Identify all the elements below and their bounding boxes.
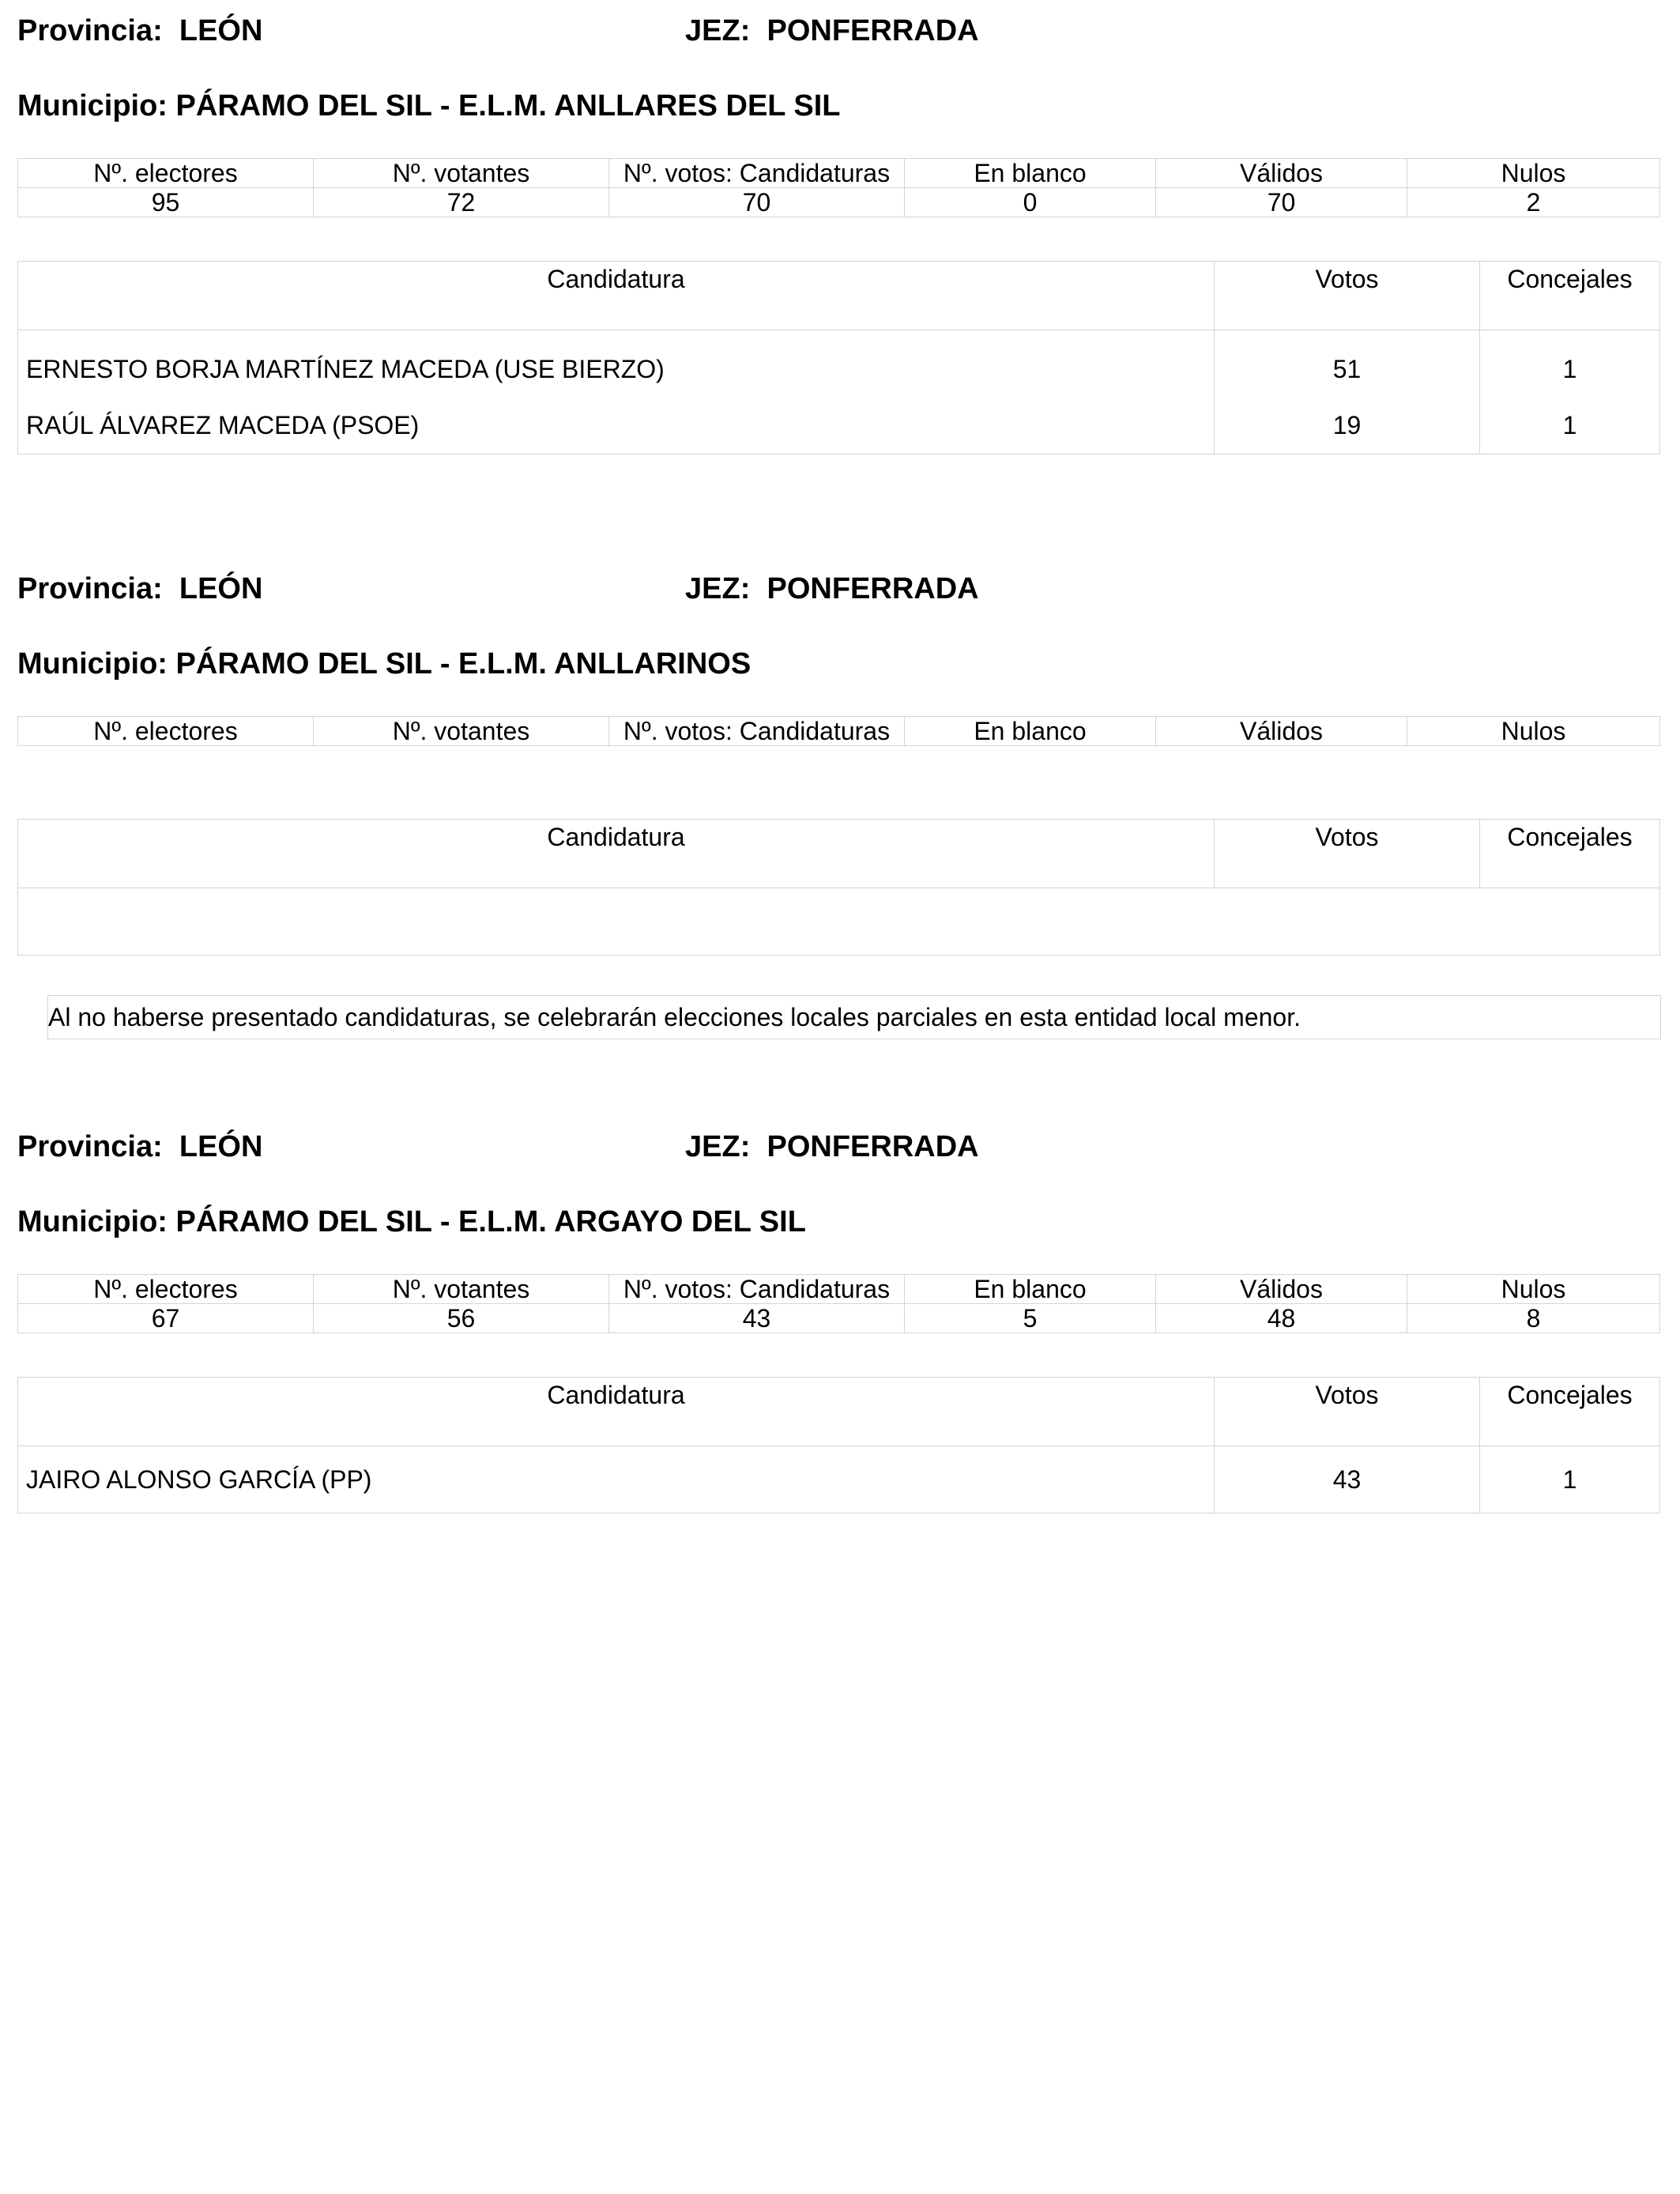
cand-votos: 43 xyxy=(1215,1446,1480,1514)
header-votantes: Nº. votantes xyxy=(314,717,609,746)
stats-header-row xyxy=(18,1275,1660,1304)
header-votos-candidaturas: Nº. votos: Candidaturas xyxy=(609,1275,905,1304)
empty-cell xyxy=(18,888,1660,956)
cand-concejales: 1 xyxy=(1480,1446,1660,1514)
value-validos: 48 xyxy=(1156,1304,1407,1333)
header-concejales: Concejales xyxy=(1480,820,1660,888)
table-row xyxy=(18,330,1660,398)
header-validos: Válidos xyxy=(1156,1275,1407,1304)
header-concejales: Concejales xyxy=(1480,1378,1660,1446)
header-votos: Votos xyxy=(1215,1378,1480,1446)
header-votos: Votos xyxy=(1215,820,1480,888)
header-electores: Nº. electores xyxy=(18,1275,314,1304)
jez-value: PONFERRADA xyxy=(767,1130,979,1163)
header-nulos: Nulos xyxy=(1407,717,1660,746)
stats-header-row xyxy=(18,159,1660,188)
section-argayo-del-sil xyxy=(17,1130,1659,1494)
header-line xyxy=(17,1130,1659,1178)
table-row xyxy=(18,1446,1660,1514)
value-nulos: 8 xyxy=(1407,1304,1660,1333)
header-candidatura: Candidatura xyxy=(18,820,1215,888)
value-votantes: 56 xyxy=(314,1304,609,1333)
header-nulos: Nulos xyxy=(1407,1275,1660,1304)
nota-elecciones-parciales: Al no haberse presentado candidaturas, se celebrarán elecciones locales parciales en esta entidad local menor. xyxy=(47,995,1661,1039)
provincia-label: Provincia: LEÓN xyxy=(17,14,263,47)
empty-row xyxy=(18,888,1660,956)
value-en-blanco: 0 xyxy=(905,188,1156,217)
section-anllarinos xyxy=(17,572,1659,1031)
section-anllares-del-sil xyxy=(17,14,1659,439)
header-votantes: Nº. votantes xyxy=(314,159,609,188)
jez-label: JEZ: PONFERRADA xyxy=(685,572,979,605)
jez-value: PONFERRADA xyxy=(767,572,979,605)
value-nulos: 2 xyxy=(1407,188,1660,217)
header-en-blanco: En blanco xyxy=(905,159,1156,188)
stats-table xyxy=(17,158,1660,217)
candidaturas-table xyxy=(17,261,1660,454)
table-row xyxy=(18,397,1660,454)
cand-header-row xyxy=(18,820,1660,888)
header-electores: Nº. electores xyxy=(18,159,314,188)
value-votos-candidaturas: 70 xyxy=(609,188,905,217)
header-line xyxy=(17,572,1659,620)
jez-value: PONFERRADA xyxy=(767,14,979,47)
header-votos-candidaturas: Nº. votos: Candidaturas xyxy=(609,717,905,746)
jez-label: JEZ: PONFERRADA xyxy=(685,14,979,47)
header-validos: Válidos xyxy=(1156,717,1407,746)
jez-label: JEZ: PONFERRADA xyxy=(685,1130,979,1163)
header-candidatura: Candidatura xyxy=(18,262,1215,330)
municipio-title: Municipio: PÁRAMO DEL SIL - E.L.M. ANLLARES DEL SIL xyxy=(17,89,841,123)
provincia-value: LEÓN xyxy=(179,14,263,47)
provincia-label: Provincia: LEÓN xyxy=(17,572,263,605)
candidaturas-table xyxy=(17,819,1660,956)
municipio-title: Municipio: PÁRAMO DEL SIL - E.L.M. ARGAYO DEL SIL xyxy=(17,1205,806,1238)
value-electores: 67 xyxy=(18,1304,314,1333)
cand-nombre: RAÚL ÁLVAREZ MACEDA (PSOE) xyxy=(18,397,1215,454)
header-line xyxy=(17,14,1659,62)
candidaturas-table xyxy=(17,1377,1660,1514)
cand-nombre: ERNESTO BORJA MARTÍNEZ MACEDA (USE BIERZO) xyxy=(18,330,1215,398)
header-validos: Válidos xyxy=(1156,159,1407,188)
header-nulos: Nulos xyxy=(1407,159,1660,188)
header-en-blanco: En blanco xyxy=(905,1275,1156,1304)
value-electores: 95 xyxy=(18,188,314,217)
municipio-title: Municipio: PÁRAMO DEL SIL - E.L.M. ANLLARINOS xyxy=(17,647,751,680)
cand-votos: 19 xyxy=(1215,397,1480,454)
provincia-value: LEÓN xyxy=(179,572,263,605)
stats-header-row xyxy=(18,717,1660,746)
stats-table xyxy=(17,716,1660,746)
cand-nombre: JAIRO ALONSO GARCÍA (PP) xyxy=(18,1446,1215,1514)
header-votos-candidaturas: Nº. votos: Candidaturas xyxy=(609,159,905,188)
value-votantes: 72 xyxy=(314,188,609,217)
cand-header-row xyxy=(18,1378,1660,1446)
stats-value-row xyxy=(18,1304,1660,1333)
header-en-blanco: En blanco xyxy=(905,717,1156,746)
header-concejales: Concejales xyxy=(1480,262,1660,330)
cand-header-row xyxy=(18,262,1660,330)
stats-value-row xyxy=(18,188,1660,217)
value-en-blanco: 5 xyxy=(905,1304,1156,1333)
stats-table xyxy=(17,1274,1660,1333)
cand-votos: 51 xyxy=(1215,330,1480,398)
header-votos: Votos xyxy=(1215,262,1480,330)
provincia-label: Provincia: LEÓN xyxy=(17,1130,263,1163)
provincia-value: LEÓN xyxy=(179,1130,263,1163)
header-votantes: Nº. votantes xyxy=(314,1275,609,1304)
header-candidatura: Candidatura xyxy=(18,1378,1215,1446)
cand-concejales: 1 xyxy=(1480,330,1660,398)
cand-concejales: 1 xyxy=(1480,397,1660,454)
header-electores: Nº. electores xyxy=(18,717,314,746)
value-validos: 70 xyxy=(1156,188,1407,217)
value-votos-candidaturas: 43 xyxy=(609,1304,905,1333)
